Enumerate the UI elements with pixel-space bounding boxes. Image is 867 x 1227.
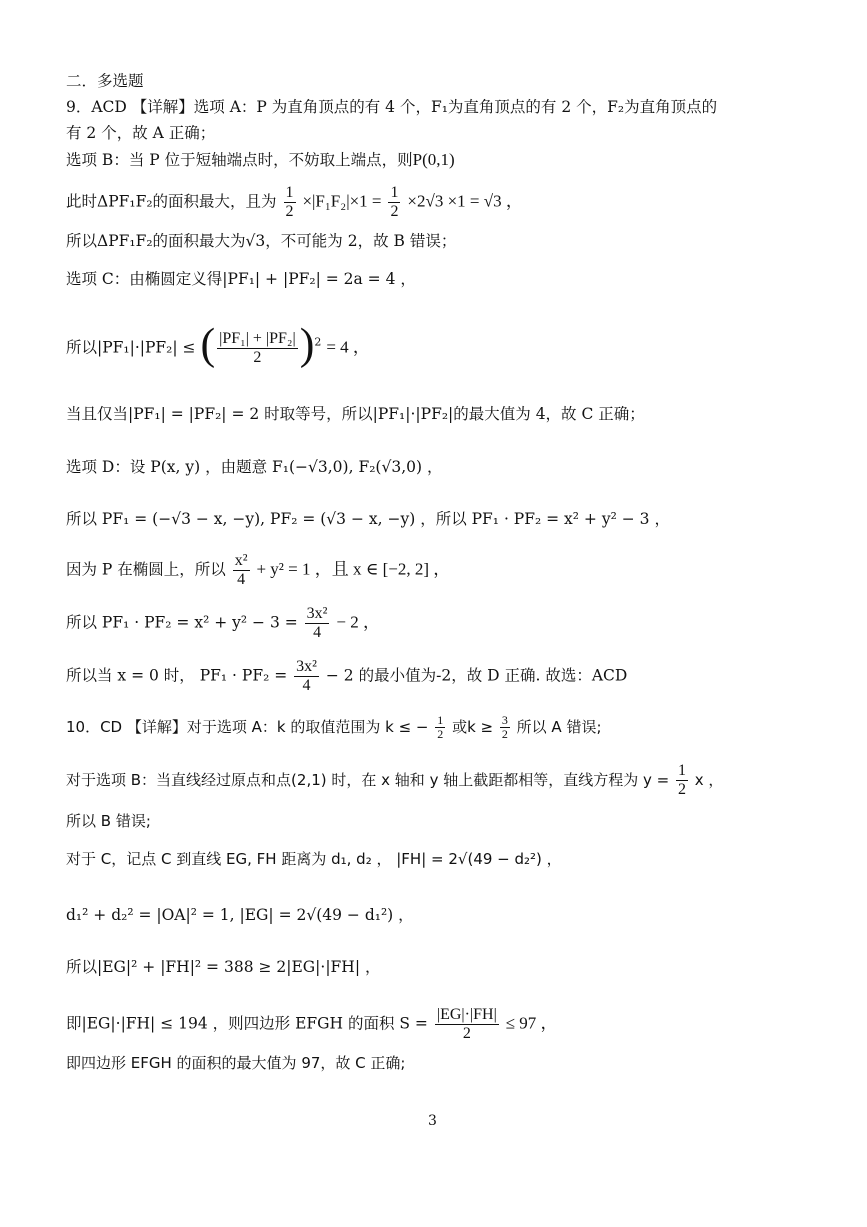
fraction-x2-over-4: $\frac{\text{x²}}{4}$ — [234, 552, 248, 588]
q9-line-6: 选项 C：由椭圆定义得|PF₁| + |PF₂| = 2a = 4 ， — [66, 270, 416, 288]
q9-l7-a: 所以|PF₁|·|PF₂| ≤ — [66, 338, 196, 357]
q10-line-4: 对于 C，记点 C 到直线 EG, FH 距离为 d₁, d₂ ， |FH| = 2√(49 − d₂²) ， — [66, 850, 562, 868]
q10-l1-a: 10．CD 【详解】对于选项 A：k 的取值范围为 k ≤ − — [66, 718, 429, 736]
q9-line-8: 当且仅当|PF₁| = |PF₂| = 2 时取等号，所以|PF₁|·|PF₂|的最大值为 4，故 C 正确； — [66, 405, 645, 423]
q9-l4-a: 此时ΔPF₁F₂的面积最大，且为 — [66, 192, 277, 211]
q9-line-3 — [66, 149, 455, 171]
q10-l1-c: 所以 A 错误; — [516, 718, 602, 736]
fraction-half: $\frac{1}{2}$ — [285, 184, 294, 220]
q9-line-13 — [66, 658, 627, 695]
fraction-1-2: $\frac{1}{2}$ — [437, 713, 444, 741]
q10-line-5: d₁² + d₂² = |OA|² = 1, |EG| = 2√(49 − d₁²) ， — [66, 906, 414, 924]
q9-line-11 — [66, 552, 450, 589]
q9-l12-b: − 2 ， — [336, 612, 380, 632]
q9-l11-a: 因为 P 在椭圆上，所以 — [66, 560, 226, 579]
q10-line-8: 即四边形 EFGH 的面积的最大值为 97，故 C 正确; — [66, 1054, 406, 1072]
q10-l1-b: 或k ≥ — [452, 718, 494, 736]
q9-l13-a: 所以当 x = 0 时， PF₁ · PF₂ = — [66, 666, 288, 685]
q9-line-5: 所以ΔPF₁F₂的面积最大为√3，不可能为 2，故 B 错误； — [66, 232, 457, 250]
q9-line-12 — [66, 605, 380, 642]
q9-l13-b: − 2 的最小值为-2，故 D 正确. 故选：ACD — [325, 666, 628, 685]
fraction-3-2: $\frac{3}{2}$ — [501, 713, 508, 741]
q9-line-10: 所以 PF₁ = (−√3 − x, −y), PF₂ = (√3 − x, −y) ，所以 PF₁ · PF₂ = x² + y² − 3 ， — [66, 510, 670, 528]
q9-l4-b: ×|F₁F₂|×1 = — [302, 191, 382, 211]
q10-line-1 — [66, 714, 602, 741]
q9-line-3-text: 选项 B：当 P 位于短轴端点时，不妨取上端点，则 — [66, 151, 413, 169]
q9-l11-b: + y² = 1 ，且 x ∈ [−2, 2] ， — [256, 559, 451, 579]
q9-l7-b: = 4 ， — [326, 337, 370, 357]
q9-line-2: 有 2 个，故 A 正确； — [66, 124, 216, 142]
q10-l7-b: ≤ 97 ， — [505, 1013, 558, 1033]
q10-l2-b: x ， — [694, 771, 724, 789]
q9-l4-c: ×2√3 ×1 = √3 ， — [407, 191, 523, 211]
q9-line-4 — [66, 184, 523, 221]
q9-line-7: 所以|PF₁|·|PF₂| ≤ ( $\frac{\text{|PF₁| + |PF₂|}}{2}$ )$^2$ = 4 ， — [66, 319, 370, 369]
page-number: 3 — [428, 1113, 437, 1129]
fraction-3x2-over-4: $\frac{\text{3x²}}{4}$ — [306, 605, 328, 641]
q9-l12-a: 所以 PF₁ · PF₂ = x² + y² − 3 = — [66, 613, 298, 632]
q10-line-3: 所以 B 错误; — [66, 812, 151, 830]
q10-line-6: 所以|EG|² + |FH|² = 388 ≥ 2|EG|·|FH| ， — [66, 958, 381, 976]
q10-line-7 — [66, 1006, 558, 1043]
q9-line-3-math: P(0,1) — [412, 150, 455, 169]
fraction-3x2-over-4: $\frac{\text{3x²}}{4}$ — [296, 658, 317, 694]
q10-l2-a: 对于选项 B：当直线经过原点和点(2,1) 时，在 x 轴和 y 轴上截距都相等，直线方程为 y = — [66, 771, 670, 789]
fraction-1-2: $\frac{1}{2}$ — [677, 762, 686, 798]
q9-line-9: 选项 D：设 P(x, y) ，由题意 F₁(−√3,0), F₂(√3,0) ， — [66, 458, 443, 476]
fraction-mean: $\frac{\text{|PF₁| + |PF₂|}}{2}$ — [219, 330, 296, 366]
section-heading: 二．多选题 — [66, 72, 144, 90]
q10-l7-a: 即|EG|·|FH| ≤ 194 ，则四边形 EFGH 的面积 S = — [66, 1014, 428, 1033]
q9-line-1: 9．ACD 【详解】选项 A：P 为直角顶点的有 4 个，F₁为直角顶点的有 2 个，F₂为直角顶点的 — [66, 98, 718, 116]
q10-line-2 — [66, 762, 723, 799]
fraction-half: $\frac{1}{2}$ — [390, 184, 399, 220]
fraction-area: $\frac{|EG|\cdot|FH|}{2}$ — [436, 1006, 497, 1042]
